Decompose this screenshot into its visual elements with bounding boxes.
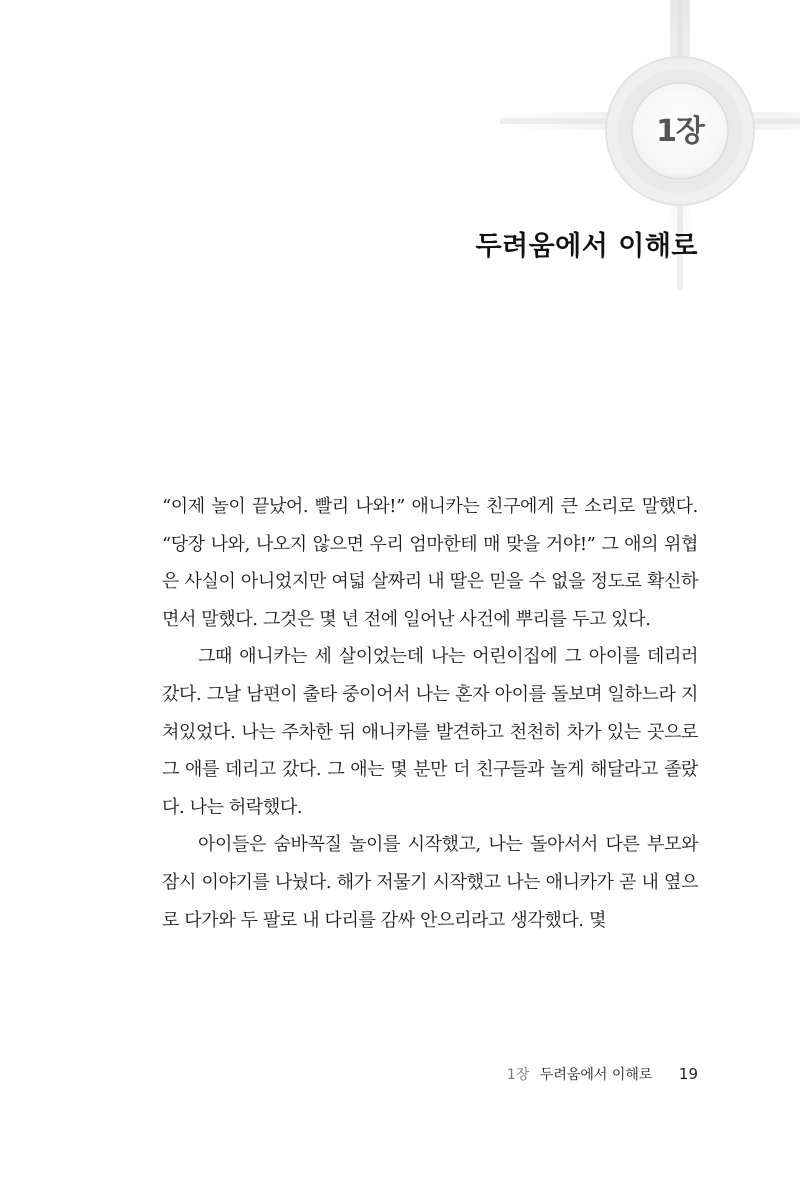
body-text [162,488,698,939]
chapter-title: 두려움에서 이해로 [475,231,698,262]
chapter-badge: 1장 [656,114,704,149]
page-number: 19 [678,1065,698,1083]
footer-chapter-label: 1장 [506,1067,530,1083]
footer-chapter-title: 두려움에서 이해로 [539,1067,653,1083]
paragraph: 아이들은 숨바꼭질 놀이를 시작했고, 나는 돌아서서 다른 부모와 잠시 이야기를 나눴다. 해가 저물기 시작했고 나는 애니카가 곧 내 옆으로 다가와 두 팔로 내 다리를 감싸 안으리라고 생각했다. 몇 [162,834,698,931]
page-footer [507,1064,698,1084]
paragraph: “이제 놀이 끝났어. 빨리 나와!” 애니카는 친구에게 큰 소리로 말했다. “당장 나와, 나오지 않으면 우리 엄마한테 매 맞을 거야!” 그 애의 위협은 사실이 아니었지만 여덟 살짜리 내 딸은 믿을 수 없을 정도로 확신하면서 말했다. 그것은 몇 년 전에 일어난 사건에 뿌리를 두고 있다. [162,496,698,630]
paragraph: 그때 애니카는 세 살이었는데 나는 어린이집에 그 아이를 데리러 갔다. 그날 남편이 출타 중이어서 나는 혼자 아이를 돌보며 일하느라 지쳐있었다. 나는 주차한 뒤 애니카를 발견하고 천천히 차가 있는 곳으로 그 애를 데리고 갔다. 그 애는 몇 분만 더 친구들과 놀게 해달라고 졸랐다. 나는 허락했다. [162,646,698,818]
